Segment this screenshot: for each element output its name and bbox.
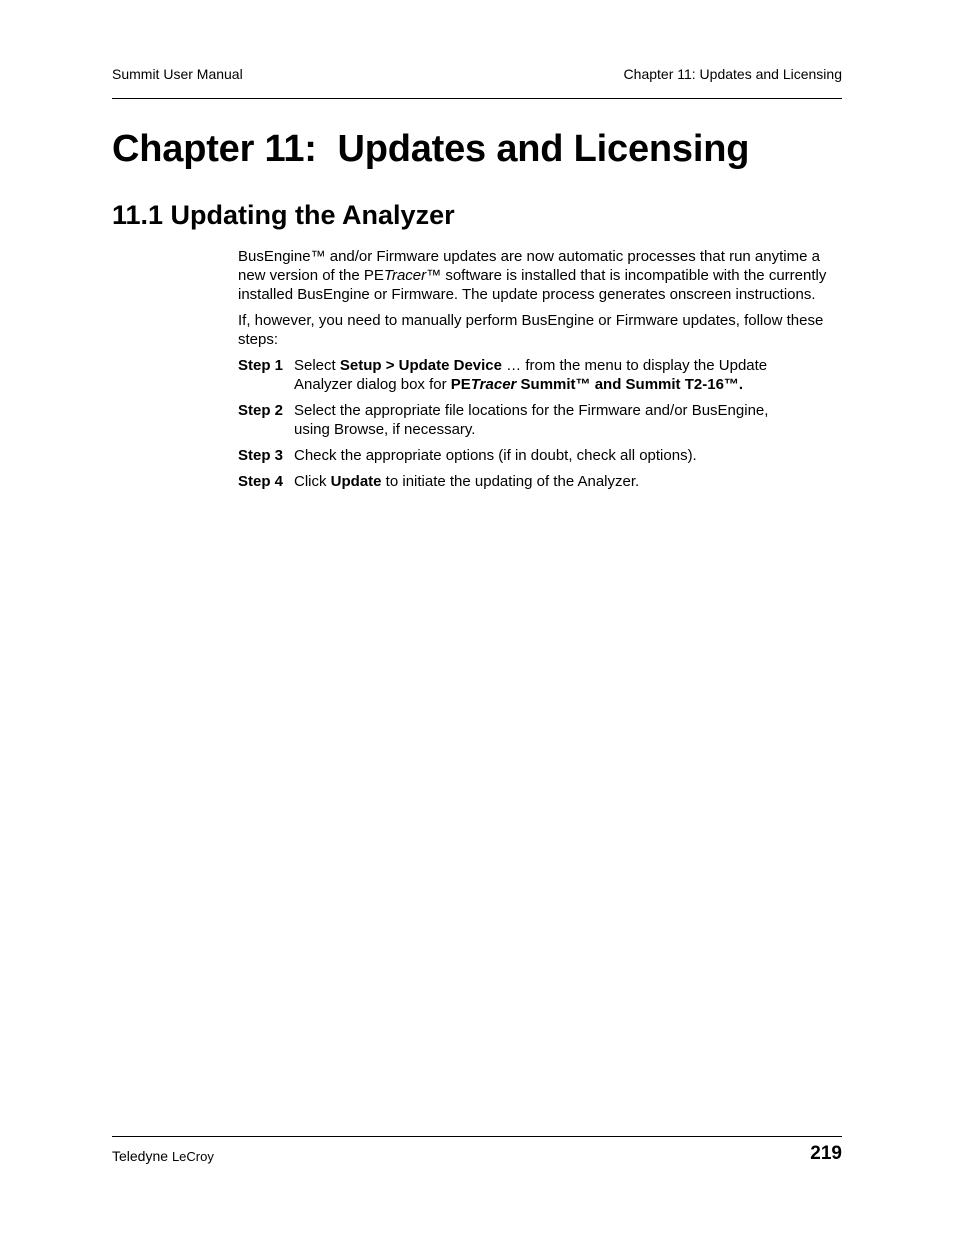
step-text: Check the appropriate options (if in doubt, check all options). <box>294 447 697 464</box>
intro-paragraph-2: If, however, you need to manually perform BusEngine or Firmware updates, follow these steps: <box>238 312 824 348</box>
body-text <box>238 247 842 498</box>
step-label: Step 4 <box>238 473 284 490</box>
header-rule <box>112 98 842 99</box>
step-label: Step 1 <box>238 357 284 374</box>
chapter-title: Chapter 11: Updates and Licensing <box>112 128 750 170</box>
section-title: 11.1 Updating the Analyzer <box>112 200 455 230</box>
step-label: Step 2 <box>238 402 284 419</box>
intro-paragraph-1: BusEngine™ and/or Firmware updates are now automatic processes that run anytime a new version of the PETracer™ software is installed that is incompatible with the currently installed BusEngine or Firmware. The update process generates onscreen instructions. <box>238 248 827 303</box>
footer-rule <box>112 1136 842 1137</box>
step-4 <box>238 472 842 491</box>
step-2 <box>238 401 842 439</box>
step-3 <box>238 446 842 465</box>
step-1 <box>238 356 842 394</box>
running-header-right: Chapter 11: Updates and Licensing <box>623 66 842 82</box>
footer-company: Teledyne LeCroy <box>112 1148 214 1164</box>
step-text: Click Update to initiate the updating of the Analyzer. <box>294 473 640 490</box>
step-label: Step 3 <box>238 447 284 464</box>
running-header-left: Summit User Manual <box>112 66 243 82</box>
step-list <box>238 356 842 491</box>
page-number: 219 <box>810 1143 842 1164</box>
step-text: Select Setup > Update Device … from the menu to display the Update Analyzer dialog box for PETracer Summit™ and Summit T2-16™. <box>294 357 768 393</box>
step-text: Select the appropriate file locations for the Firmware and/or BusEngine, using Browse, if necessary. <box>294 402 769 438</box>
